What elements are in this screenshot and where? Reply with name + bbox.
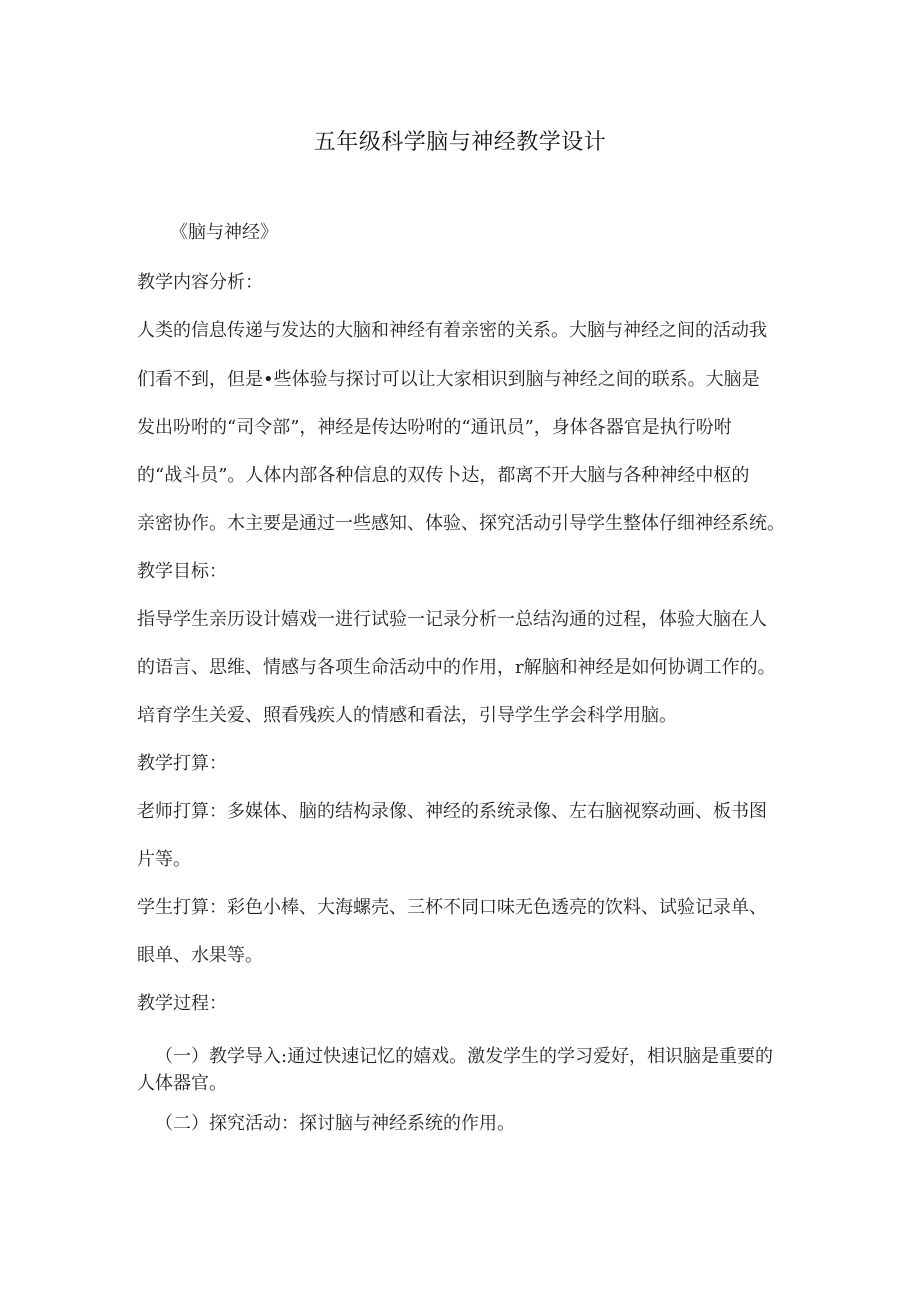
section-heading-process: 教学过程： xyxy=(137,993,227,1014)
paragraph-line: 人类的信息传递与发达的大脑和神经有着亲密的关系。大脑与神经之间的活动我 xyxy=(137,320,767,341)
book-title-line: 《脑与神经》 xyxy=(170,222,278,243)
paragraph-line: 们看不到，但是•些体验与探讨可以让大家相识到脑与神经之间的联系。大脑是 xyxy=(137,369,760,390)
document-title: 五年级科学脑与神经教学设计 xyxy=(313,130,607,155)
paragraph-line: 培育学生关爱、照看残疾人的情感和看法，引导学生学会科学用脑。 xyxy=(137,705,677,726)
paragraph-line: 亲密协作。木主要是通过一些感知、体验、探究活动引导学生整体仔细神经系统。 xyxy=(137,513,785,534)
section-heading-objectives: 教学目标： xyxy=(137,561,227,582)
section-heading-content-analysis: 教学内容分析： xyxy=(137,272,263,293)
paragraph-line: 指导学生亲历设计嬉戏一进行试验一记录分析一总结沟通的过程，体验大脑在人 xyxy=(137,609,767,630)
paragraph-line: 片等。 xyxy=(137,849,191,870)
paragraph-line: 老师打算：多媒体、脑的结构录像、神经的系统录像、左右脑视察动画、板书图 xyxy=(137,801,767,822)
paragraph-line: 发出吩咐的“司令部”，神经是传达吩咐的“通讯员”，身体各器官是执行吩咐 xyxy=(137,417,732,438)
paragraph-line: 学生打算：彩色小棒、大海螺壳、三杯不同口味无色透亮的饮料、试验记录单、 xyxy=(137,897,767,918)
paragraph-line: 眼单、水果等。 xyxy=(137,945,263,966)
paragraph-line: （一）教学导入:通过快速记忆的嬉戏。激发学生的学习爱好，相识脑是重要的 xyxy=(155,1046,774,1067)
section-heading-preparation: 教学打算： xyxy=(137,753,227,774)
paragraph-line: 的语言、思维、情感与各项生命活动中的作用，r解脑和神经是如何协调工作的。 xyxy=(137,657,776,678)
paragraph-line: 的“战斗员”。人体内部各种信息的双传卜达，都离不开大脑与各种神经中枢的 xyxy=(137,465,750,486)
paragraph-line: 人体器官。 xyxy=(137,1073,227,1094)
paragraph-line: （二）探究活动：探讨脑与神经系统的作用。 xyxy=(155,1113,515,1134)
